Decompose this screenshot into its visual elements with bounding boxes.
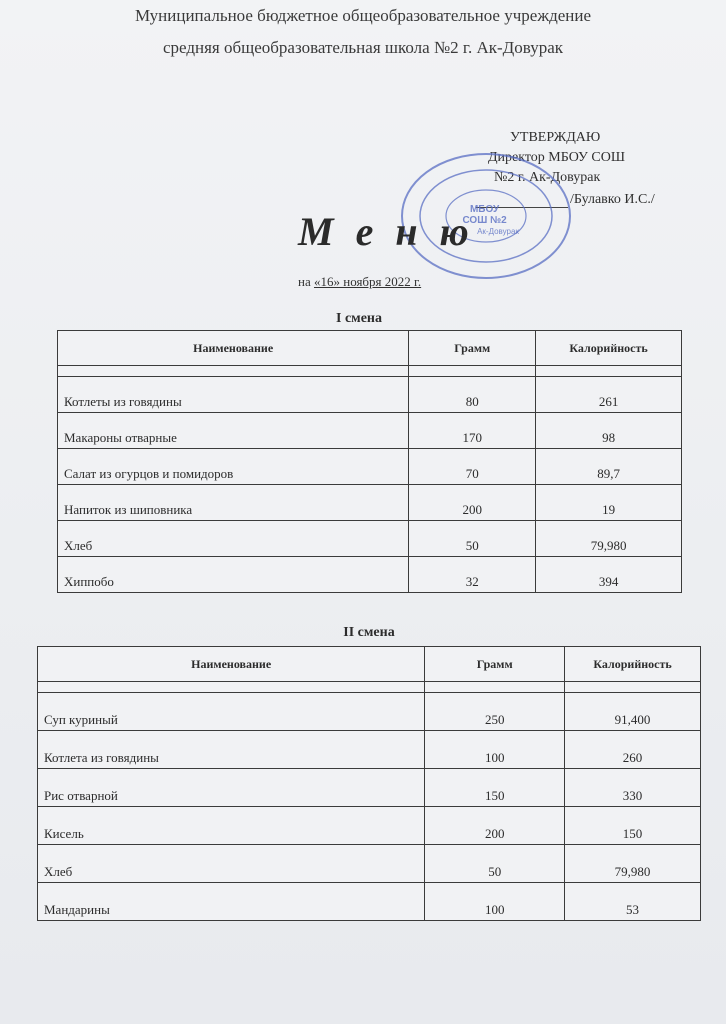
gram-cell: 100 — [425, 731, 565, 769]
gram-cell: 200 — [425, 807, 565, 845]
table-row — [58, 413, 682, 449]
calories-cell: 260 — [565, 731, 701, 769]
dish-name-cell: Суп куриный — [38, 693, 425, 731]
gram-cell: 80 — [409, 377, 536, 413]
calories-cell: 19 — [536, 485, 682, 521]
table-row — [38, 693, 701, 731]
gram-cell: 50 — [409, 521, 536, 557]
dish-name-cell: Хлеб — [38, 845, 425, 883]
school-name-line1: Муниципальное бюджетное общеобразовательное учреждение — [134, 6, 592, 25]
stamp-text: МБОУ СОШ №2 Ак-Довурак — [462, 204, 519, 236]
menu-date — [298, 274, 421, 290]
column-header-gram: Грамм — [425, 647, 565, 682]
dish-name-cell: Котлета из говядины — [38, 731, 425, 769]
gram-cell: 200 — [409, 485, 536, 521]
calories-cell: 53 — [565, 883, 701, 921]
spacer-cell — [38, 682, 425, 693]
calories-cell: 91,400 — [565, 693, 701, 731]
calories-cell: 150 — [565, 807, 701, 845]
table-row — [58, 557, 682, 593]
table-spacer-row — [38, 682, 701, 693]
gram-cell: 50 — [425, 845, 565, 883]
gram-cell: 32 — [409, 557, 536, 593]
approval-signer: /Булавко И.С./ — [570, 192, 655, 207]
spacer-cell — [565, 682, 701, 693]
table-header-row — [38, 647, 701, 682]
dish-name-cell: Хиппобо — [58, 557, 409, 593]
table-row — [38, 731, 701, 769]
gram-cell: 100 — [425, 883, 565, 921]
dish-name-cell: Салат из огурцов и помидоров — [58, 449, 409, 485]
calories-cell: 330 — [565, 769, 701, 807]
school-name-line2: средняя общеобразовательная школа №2 г. Ак-Довурак — [162, 38, 564, 57]
table-row — [38, 845, 701, 883]
table-row — [58, 449, 682, 485]
spacer-cell — [536, 366, 682, 377]
approval-heading: УТВЕРЖДАЮ — [510, 130, 601, 145]
dish-name-cell: Котлеты из говядины — [58, 377, 409, 413]
dish-name-cell: Макароны отварные — [58, 413, 409, 449]
table-row — [38, 769, 701, 807]
dish-name-cell: Мандарины — [38, 883, 425, 921]
column-header-calories: Калорийность — [536, 331, 682, 366]
gram-cell: 150 — [425, 769, 565, 807]
dish-name-cell: Рис отварной — [38, 769, 425, 807]
approval-school: №2 г. Ак-Довурак — [494, 170, 601, 185]
column-header-gram: Грамм — [409, 331, 536, 366]
column-header-name: Наименование — [58, 331, 409, 366]
spacer-cell — [425, 682, 565, 693]
dish-name-cell: Напиток из шиповника — [58, 485, 409, 521]
table-row — [58, 485, 682, 521]
calories-cell: 79,980 — [536, 521, 682, 557]
stamp-full-text: МБОУ СОШ №2 Ак-Довурак — [398, 150, 411, 151]
calories-cell: 261 — [536, 377, 682, 413]
gram-cell: 250 — [425, 693, 565, 731]
spacer-cell — [58, 366, 409, 377]
spacer-cell — [409, 366, 536, 377]
calories-cell: 79,980 — [565, 845, 701, 883]
table-spacer-row — [58, 366, 682, 377]
table-row — [58, 521, 682, 557]
shift1-title: I смена — [336, 311, 382, 326]
dish-name-cell: Хлеб — [58, 521, 409, 557]
calories-cell: 98 — [536, 413, 682, 449]
date-prefix: на — [298, 274, 314, 289]
table-row — [58, 377, 682, 413]
table-header-row — [58, 331, 682, 366]
shift1-table — [57, 330, 682, 593]
column-header-calories: Калорийность — [565, 647, 701, 682]
table-row — [38, 883, 701, 921]
page-title: М е н ю — [298, 209, 475, 254]
table-row — [38, 807, 701, 845]
shift2-title: II смена — [343, 625, 395, 640]
dish-name-cell: Кисель — [38, 807, 425, 845]
calories-cell: 394 — [536, 557, 682, 593]
column-header-name: Наименование — [38, 647, 425, 682]
gram-cell: 70 — [409, 449, 536, 485]
gram-cell: 170 — [409, 413, 536, 449]
calories-cell: 89,7 — [536, 449, 682, 485]
approval-position: Директор МБОУ СОШ — [488, 150, 626, 165]
shift2-table — [37, 646, 701, 921]
date-value: «16» ноября 2022 г. — [313, 274, 422, 289]
